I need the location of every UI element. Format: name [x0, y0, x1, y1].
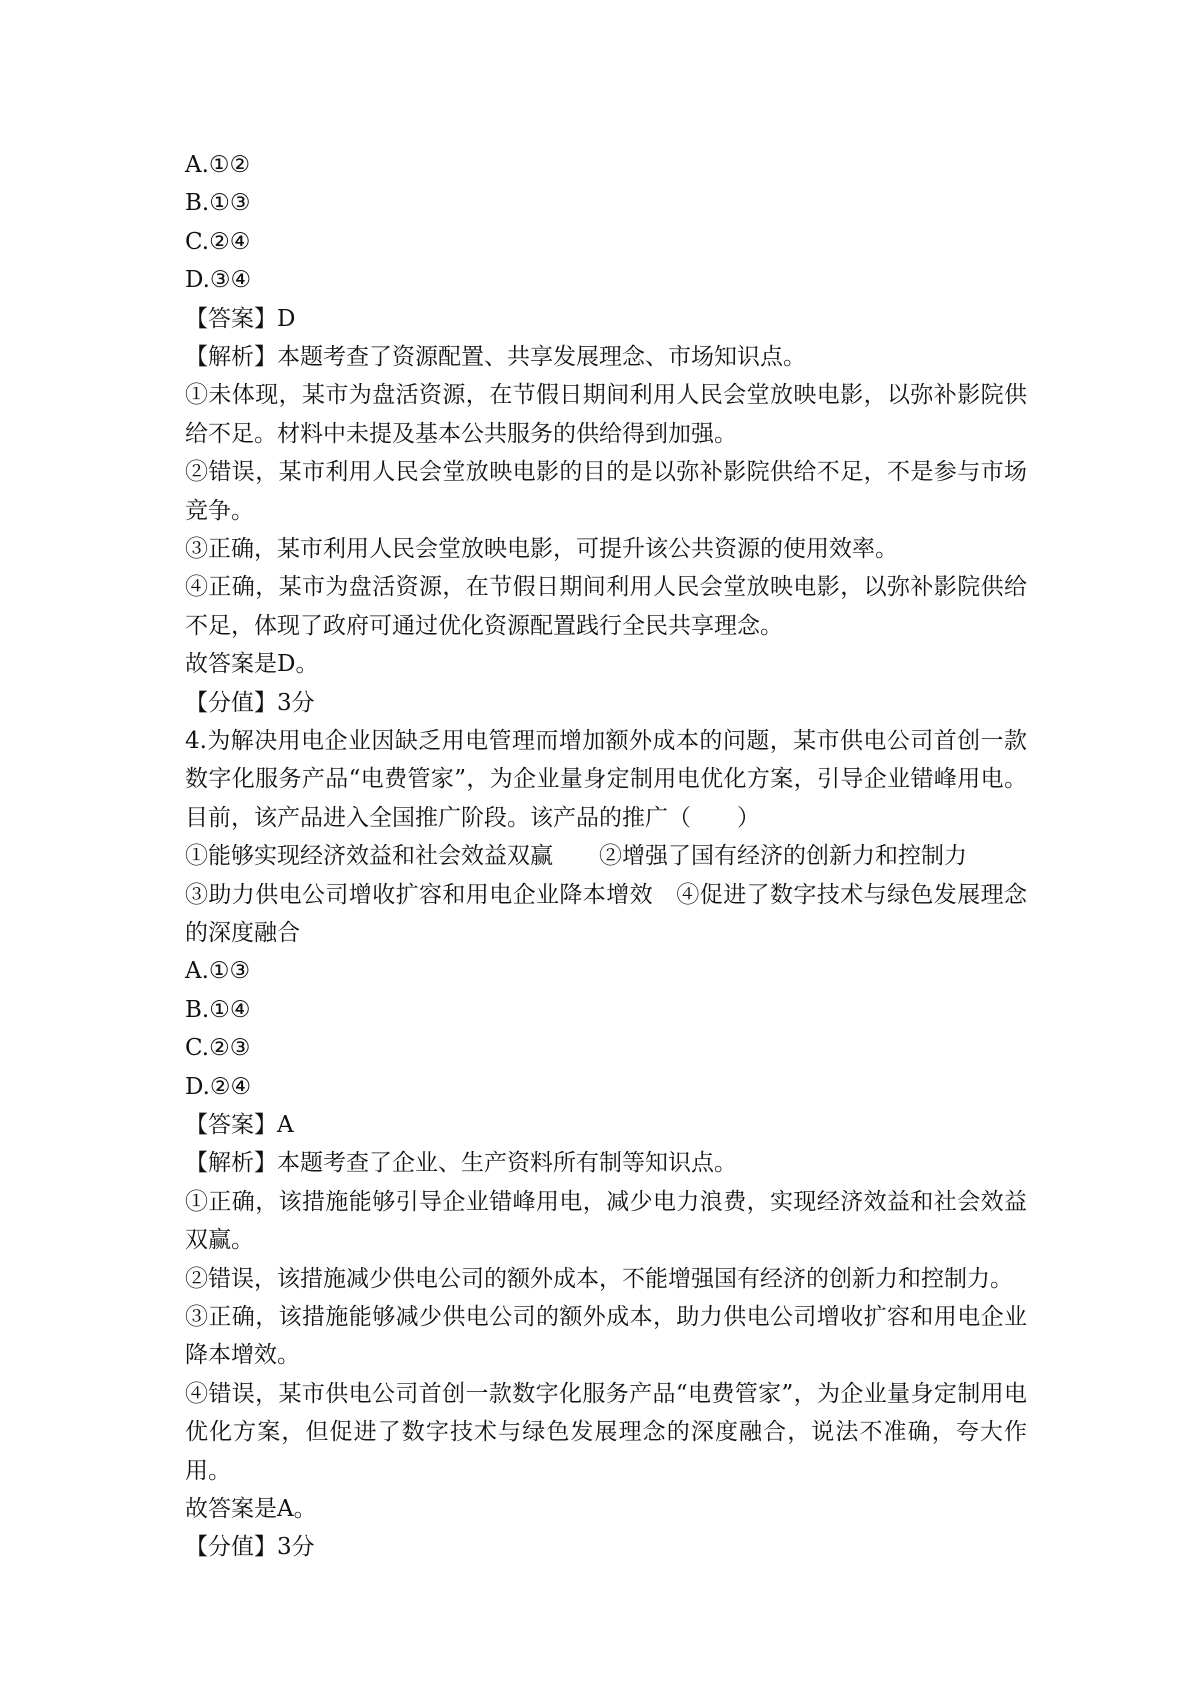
q4-analysis-item-3: ③正确，该措施能够减少供电公司的额外成本，助力供电公司增收扩容和用电企业降本增效。 [185, 1303, 1027, 1369]
q4-conclusion: 故答案是A。 [185, 1495, 317, 1522]
q4-analysis-item-2: ②错误，该措施减少供电公司的额外成本，不能增强国有经济的创新力和控制力。 [185, 1265, 1013, 1292]
q4-analysis-item-1: ①正确，该措施能够引导企业错峰用电，减少电力浪费，实现经济效益和社会效益双赢。 [185, 1188, 1027, 1254]
q4-analysis-item-4: ④错误，某市供电公司首创一款数字化服务产品“电费管家”，为企业量身定制用电优化方案，但促进了数字技术与绿色发展理念的深度融合，说法不准确，夸大作用。 [185, 1380, 1027, 1484]
q4-stem: 4.为解决用电企业因缺乏用电管理而增加额外成本的问题，某市供电公司首创一款数字化服务产品“电费管家”，为企业量身定制用电优化方案，引导企业错峰用电。目前，该产品进入全国推广阶段。该产品的推广（ ） [185, 727, 1027, 831]
document-page [185, 146, 1027, 1567]
q3-option-b: B.①③ [185, 190, 251, 217]
q4-analysis-intro: 【解析】本题考查了企业、生产资料所有制等知识点。 [185, 1150, 737, 1177]
q4-answer: 【答案】A [185, 1111, 294, 1138]
q4-option-b: B.①④ [185, 996, 251, 1023]
q4-statements-line-1: ①能够实现经济效益和社会效益双赢 ②增强了国有经济的创新力和控制力 [185, 843, 967, 870]
q3-analysis-intro: 【解析】本题考查了资源配置、共享发展理念、市场知识点。 [185, 343, 806, 370]
q4-option-a: A.①③ [185, 958, 251, 985]
q4-option-d: D.②④ [185, 1073, 252, 1100]
q4-statements-line-2: ③助力供电公司增收扩容和用电企业降本增效 ④促进了数字技术与绿色发展理念的深度融合 [185, 881, 1027, 946]
q4-option-c: C.②③ [185, 1035, 251, 1062]
q3-conclusion: 故答案是D。 [185, 651, 319, 678]
q3-analysis-item-4: ④正确，某市为盘活资源，在节假日期间利用人民会堂放映电影，以弥补影院供给不足，体现了政府可通过优化资源配置践行全民共享理念。 [185, 574, 1027, 639]
q3-score: 【分值】3分 [185, 689, 315, 716]
q4-score: 【分值】3分 [185, 1534, 315, 1561]
q3-analysis-item-2: ②错误，某市利用人民会堂放映电影的目的是以弥补影院供给不足，不是参与市场竞争。 [185, 459, 1027, 524]
q3-answer: 【答案】D [185, 305, 296, 332]
q3-option-c: C.②④ [185, 228, 251, 255]
q3-option-d: D.③④ [185, 267, 252, 294]
q3-analysis-item-3: ③正确，某市利用人民会堂放映电影，可提升该公共资源的使用效率。 [185, 535, 898, 562]
q3-analysis-item-1: ①未体现，某市为盘活资源，在节假日期间利用人民会堂放映电影，以弥补影院供给不足。材料中未提及基本公共服务的供给得到加强。 [185, 382, 1027, 447]
q3-option-a: A.①② [185, 152, 251, 178]
